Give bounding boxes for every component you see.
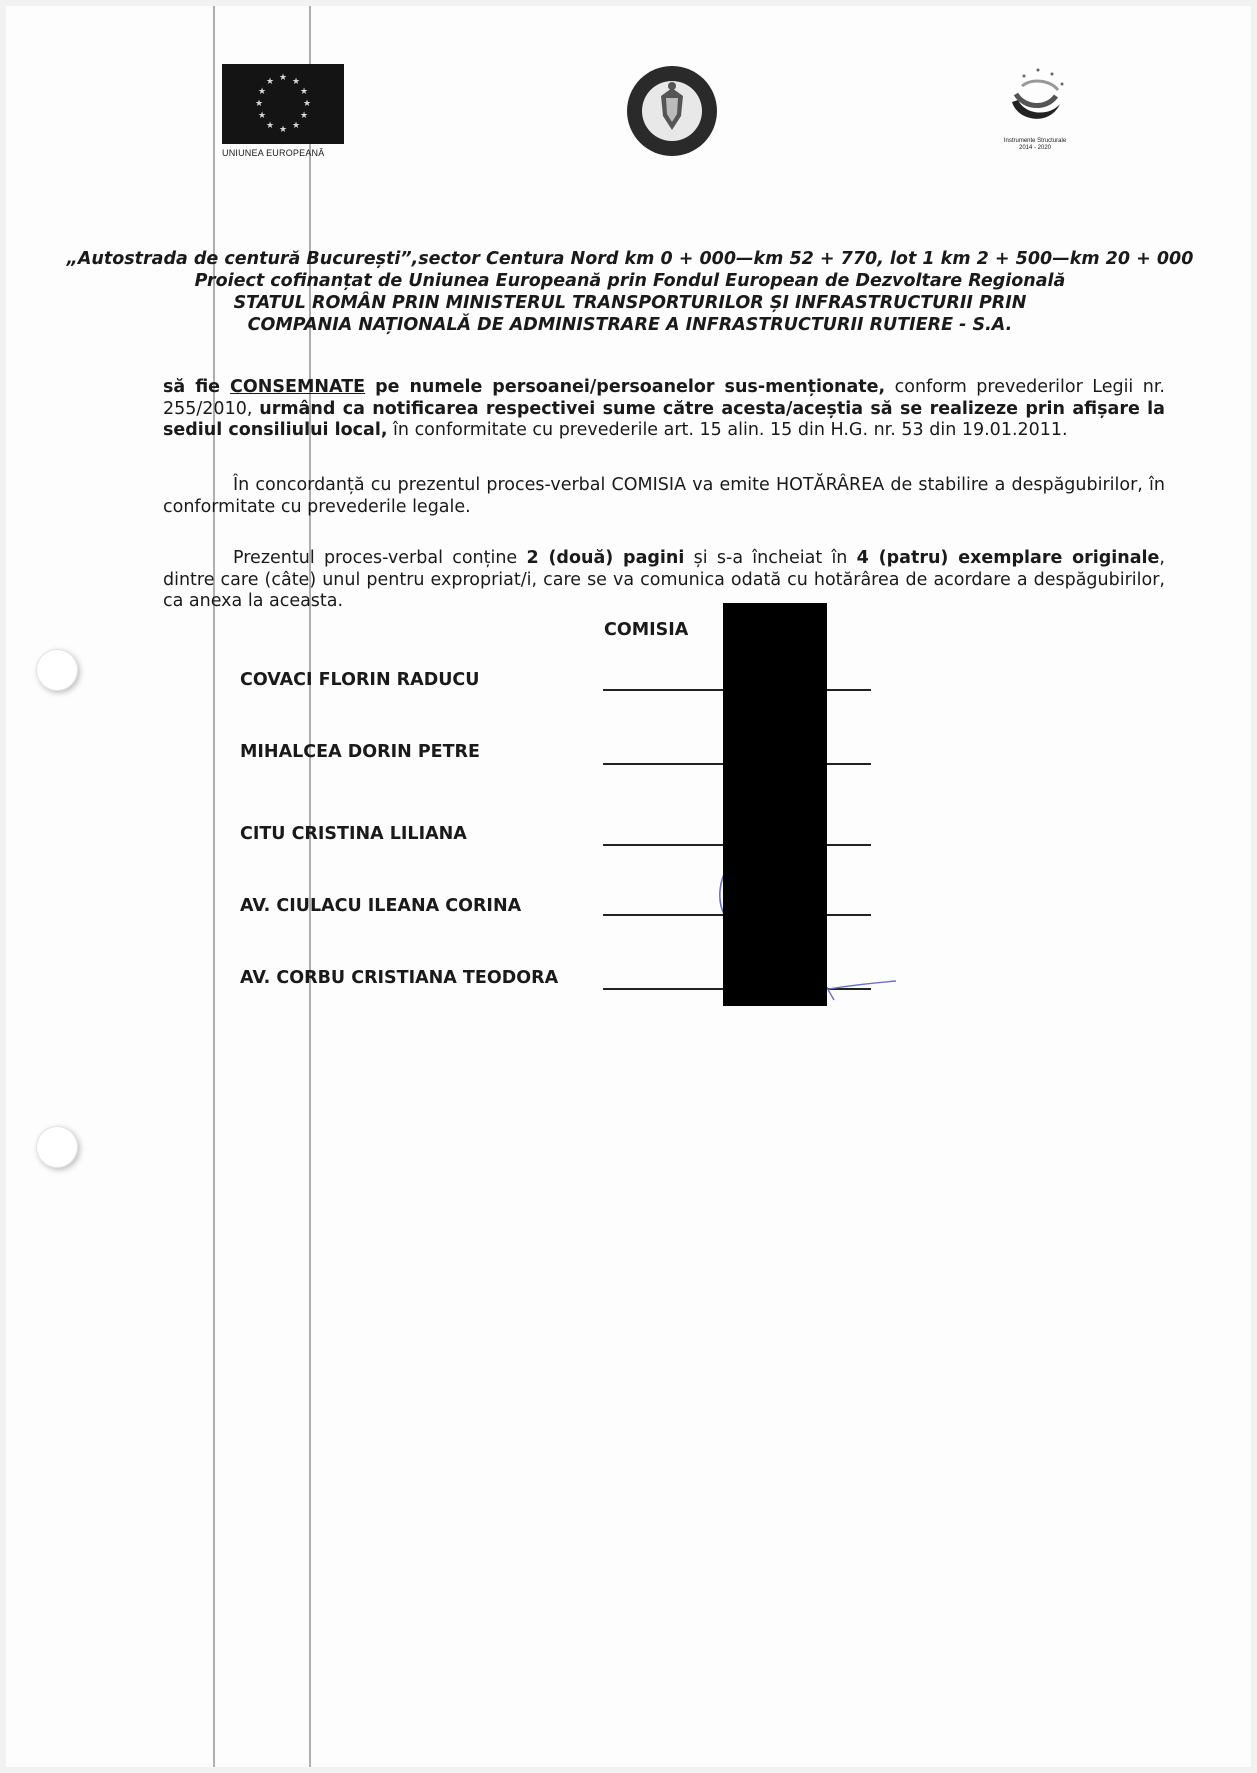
text-run: în conformitate cu prevederile art. 15 alin. 15 din H.G. nr. 53 din 19.01.2011. <box>387 420 1068 440</box>
punch-hole <box>36 649 78 691</box>
is-caption-line1: Instrumente Structurale <box>1003 138 1067 144</box>
commission-title: COMISIA <box>604 620 689 640</box>
text-run: conform prevederilor Legii nr. 255/2010, <box>163 377 1165 419</box>
commission-member: COVACI FLORIN RADUCU <box>240 670 480 690</box>
text-run: Prezentul proces-verbal conține <box>233 548 527 568</box>
paragraph-exemplare <box>163 548 1165 613</box>
paragraph-hotarare: În concordanță cu prezentul proces-verbal COMISIA va emite HOTĂRÂREA de stabilire a despăgubirilor, în conformitate cu prevederile legale. <box>163 475 1165 517</box>
government-seal-icon <box>625 64 719 158</box>
commission-member: MIHALCEA DORIN PETRE <box>240 742 480 762</box>
header-line: COMPANIA NAȚIONALĂ DE ADMINISTRARE A INFRASTRUCTURII RUTIERE - S.A. <box>247 315 1013 335</box>
header-line: „Autostrada de centură București”,sector Centura Nord km 0 + 000—km 52 + 770, lot 1 km 2 + 500—km 20 + 000 <box>66 249 1194 269</box>
swirl-icon <box>1000 64 1070 134</box>
text-run: , dintre care (câte) unul pentru expropriat/i, care se va comunica odată cu hotărârea de acordare a despăgubirilor, ca anexa la aceasta. <box>163 548 1165 611</box>
redaction-block <box>723 603 827 1006</box>
structural-instruments-logo <box>970 64 1100 152</box>
paragraph-consemnare <box>163 377 1165 442</box>
text-run-underlined: CONSEMNATE <box>230 377 366 397</box>
header-line: STATUL ROMÂN PRIN MINISTERUL TRANSPORTURILOR ȘI INFRASTRUCTURII PRIN <box>233 293 1027 313</box>
commission-member: AV. CIULACU ILEANA CORINA <box>240 896 522 916</box>
punch-hole <box>36 1126 78 1168</box>
text-run: să fie <box>163 377 231 397</box>
eu-logo <box>222 64 344 158</box>
project-header <box>60 248 1200 336</box>
text-run: 4 (patru) exemplare originale <box>856 548 1160 568</box>
eu-flag-icon: ★ ★ ★ ★ ★ ★ ★ ★ ★ ★ ★ ★ <box>222 64 344 144</box>
is-caption-line2: 2014 - 2020 <box>1018 145 1052 151</box>
text-run: și s-a încheiat în <box>684 548 857 568</box>
commission-member: CITU CRISTINA LILIANA <box>240 824 467 844</box>
commission-member: AV. CORBU CRISTIANA TEODORA <box>240 968 559 988</box>
text-run: pe numele persoanei/persoanelor sus-menționate, <box>365 377 886 397</box>
eu-caption: UNIUNEA EUROPEANĂ <box>222 148 325 158</box>
text-run: urmând ca notificarea respectivei sume către acesta/aceștia să se realizeze prin afișare la sediul consiliului local, <box>163 398 1165 440</box>
text-run: 2 (două) pagini <box>526 548 685 568</box>
header-line: Proiect cofinanțat de Uniunea Europeană prin Fondul European de Dezvoltare Regională <box>194 271 1066 291</box>
